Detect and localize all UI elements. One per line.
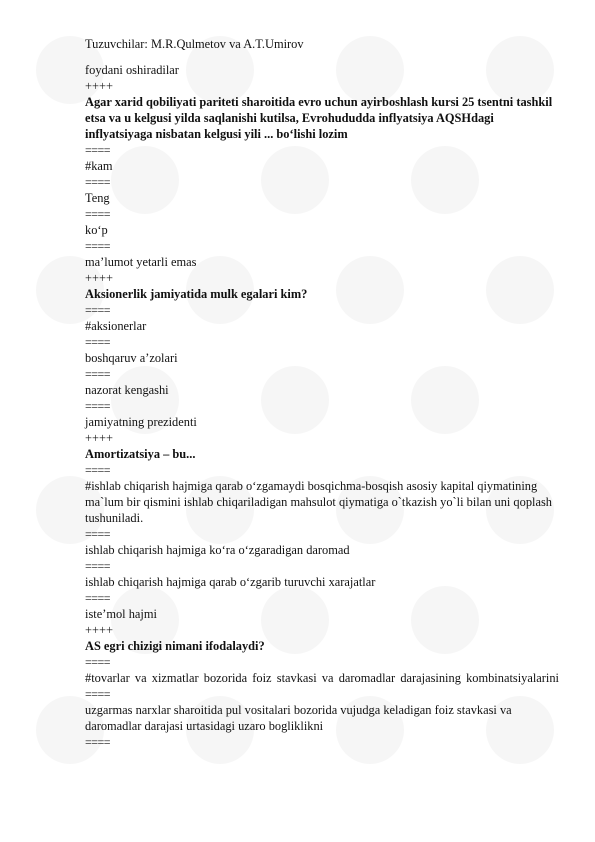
- question-text: Amortizatsiya – bu...: [85, 447, 196, 461]
- answer-line: #kam: [85, 159, 113, 173]
- answer-line: boshqaruv a’zolari: [85, 351, 178, 365]
- option-separator: ====: [85, 559, 111, 573]
- question-text: Aksionerlik jamiyatida mulk egalari kim?: [85, 287, 308, 301]
- answer-line: ma’lumot yetarli emas: [85, 255, 197, 269]
- question-text: AS egri chizigi nimani ifodalaydi?: [85, 639, 265, 653]
- header-spacer: [85, 52, 559, 62]
- option-separator: ====: [85, 591, 111, 605]
- answer-line: iste’mol hajmi: [85, 607, 157, 621]
- answer-line: Teng: [85, 191, 110, 205]
- answer-line: nazorat kengashi: [85, 383, 169, 397]
- answer-line: ishlab chiqarish hajmiga qarab o‘zgarib turuvchi xarajatlar: [85, 575, 376, 589]
- answer-line: ishlab chiqarish hajmiga ko‘ra o‘zgaradigan daromad: [85, 543, 350, 557]
- question-marker: ++++: [85, 431, 113, 445]
- answer-line: #aksionerlar: [85, 319, 147, 333]
- question-marker: ++++: [85, 79, 113, 93]
- option-separator: ====: [85, 527, 111, 541]
- answer-line: jamiyatning prezidenti: [85, 415, 197, 429]
- question-list: [85, 62, 559, 750]
- option-separator: ====: [85, 463, 111, 477]
- answer-line: uzgarmas narxlar sharoitida pul vositalari bozorida vujudga keladigan foiz stavkasi va daromadlar darajasi urtasidagi uzaro bogliklikni: [85, 703, 512, 733]
- question-marker: ++++: [85, 271, 113, 285]
- option-separator: ====: [85, 687, 111, 701]
- option-separator: ====: [85, 175, 111, 189]
- answer-line: #ishlab chiqarish hajmiga qarab o‘zgamaydi bosqichma-bosqish asosiy kapital qiymatining ma`lum bir qismini ishlab chiqariladigan mahsulot qiymatiga o`tkazish yo`li bilan uni qoplash tushuniladi.: [85, 479, 552, 525]
- option-separator: ====: [85, 143, 111, 157]
- option-separator: ====: [85, 335, 111, 349]
- question-text: Agar xarid qobiliyati pariteti sharoitida evro uchun ayirboshlash kursi 25 tsentni tashkil etsa va u kelgusi yilda saqlanishi kutilsa, Evrohududda inflyatsiya AQSHdagi inflyatsiyaga nisbatan kelgusi yili ... bo‘lishi lozim: [85, 95, 553, 141]
- answer-line: #tovarlar va xizmatlar bozorida foiz stavkasi va daromadlar darajasining kombinatsiyalarini: [85, 671, 559, 685]
- option-separator: ====: [85, 303, 111, 317]
- question-marker: ++++: [85, 623, 113, 637]
- option-separator: ====: [85, 207, 111, 221]
- answer-line: foydani oshiradilar: [85, 63, 179, 77]
- option-separator: ====: [85, 655, 111, 669]
- option-separator: ====: [85, 239, 111, 253]
- option-separator: ====: [85, 735, 111, 749]
- option-separator: ====: [85, 367, 111, 381]
- document-content: [85, 36, 559, 750]
- document-header: Tuzuvchilar: M.R.Qulmetov va A.T.Umirov: [85, 37, 304, 51]
- answer-line: ko‘p: [85, 223, 108, 237]
- option-separator: ====: [85, 399, 111, 413]
